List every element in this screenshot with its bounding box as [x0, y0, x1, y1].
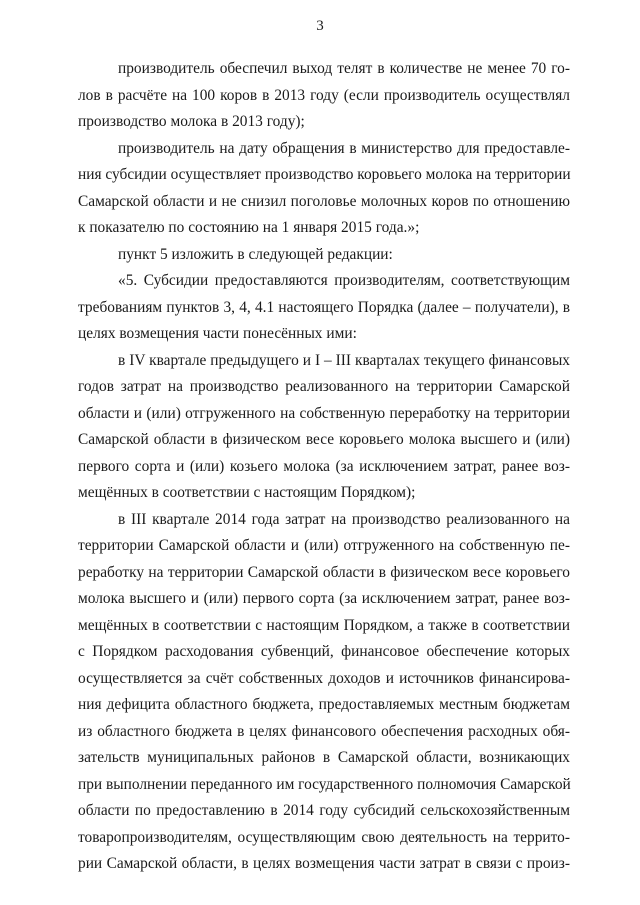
- text-line: рии Самарской области, в целях возмещения части затрат в связи с произ-: [78, 855, 570, 872]
- text-line: лов в расчёте на 100 коров в 2013 году (если производитель осуществлял: [78, 86, 570, 104]
- text-line: к показателю по состоянию на 1 января 2015 года.»;: [78, 219, 420, 236]
- text-line: «5. Субсидии предоставляются производителям, соответствующим: [118, 272, 570, 289]
- text-line: производитель обеспечил выход телят в количестве не менее 70 го-: [118, 60, 570, 77]
- page-number: 3: [316, 18, 324, 34]
- text-line: территории Самарской области и (или) отгруженного на собственную пе-: [78, 537, 570, 554]
- text-line: пункт 5 изложить в следующей редакции:: [118, 245, 393, 263]
- text-line: ния субсидии осуществляет производство коровьего молока на территории: [78, 166, 571, 183]
- text-line: в IV квартале предыдущего и I – III кварталах текущего финансовых: [118, 351, 570, 369]
- document-body: [78, 56, 570, 878]
- text-line: в III квартале 2014 года затрат на производство реализованного на: [118, 510, 570, 528]
- text-line: первого сорта и (или) козьего молока (за исключением затрат, ранее воз-: [78, 457, 570, 475]
- text-line: с Порядком расходования субвенций, финансовое обеспечение которых: [78, 643, 570, 660]
- text-line: области и (или) отгруженного на собственную переработку на территории: [78, 404, 570, 422]
- text-line: мещённых в соответствии с настоящим Порядком);: [78, 484, 416, 501]
- text-line: при выполнении переданного им государственного полномочия Самарской: [78, 775, 571, 793]
- text-line: Самарской области и не снизил поголовье молочных коров по отношению: [78, 192, 570, 210]
- text-line: молока высшего и (или) первого сорта (за исключением затрат, ранее воз-: [78, 590, 570, 607]
- text-line: Самарской области в физическом весе коровьего молока высшего и (или): [78, 431, 570, 448]
- text-line: из областного бюджета в целях финансового обеспечения расходных обя-: [78, 722, 570, 740]
- text-line: реработку на территории Самарской области в физическом весе коровьего: [78, 563, 570, 581]
- text-line: зательств муниципальных районов в Самарской области, возникающих: [78, 749, 570, 766]
- text-line: товаропроизводителям, осуществляющим свою деятельность на террито-: [78, 828, 570, 846]
- text-line: годов затрат на производство реализованного на территории Самарской: [78, 378, 570, 395]
- text-line: ния дефицита областного бюджета, предоставляемых местным бюджетам: [78, 696, 570, 713]
- text-line: производитель на дату обращения в министерство для предоставле-: [118, 139, 570, 157]
- text-line: мещённых в соответствии с настоящим Порядком, а также в соответствии: [78, 616, 570, 634]
- text-line: производство молока в 2013 году);: [78, 113, 305, 130]
- text-line: осуществляется за счёт собственных доходов и источников финансирова-: [78, 669, 570, 687]
- text-line: области по предоставлению в 2014 году субсидий сельскохозяйственным: [78, 802, 570, 819]
- text-line: требованиям пунктов 3, 4, 4.1 настоящего Порядка (далее – получатели), в: [78, 298, 570, 316]
- text-line: целях возмещения части понесённых ими:: [78, 325, 357, 342]
